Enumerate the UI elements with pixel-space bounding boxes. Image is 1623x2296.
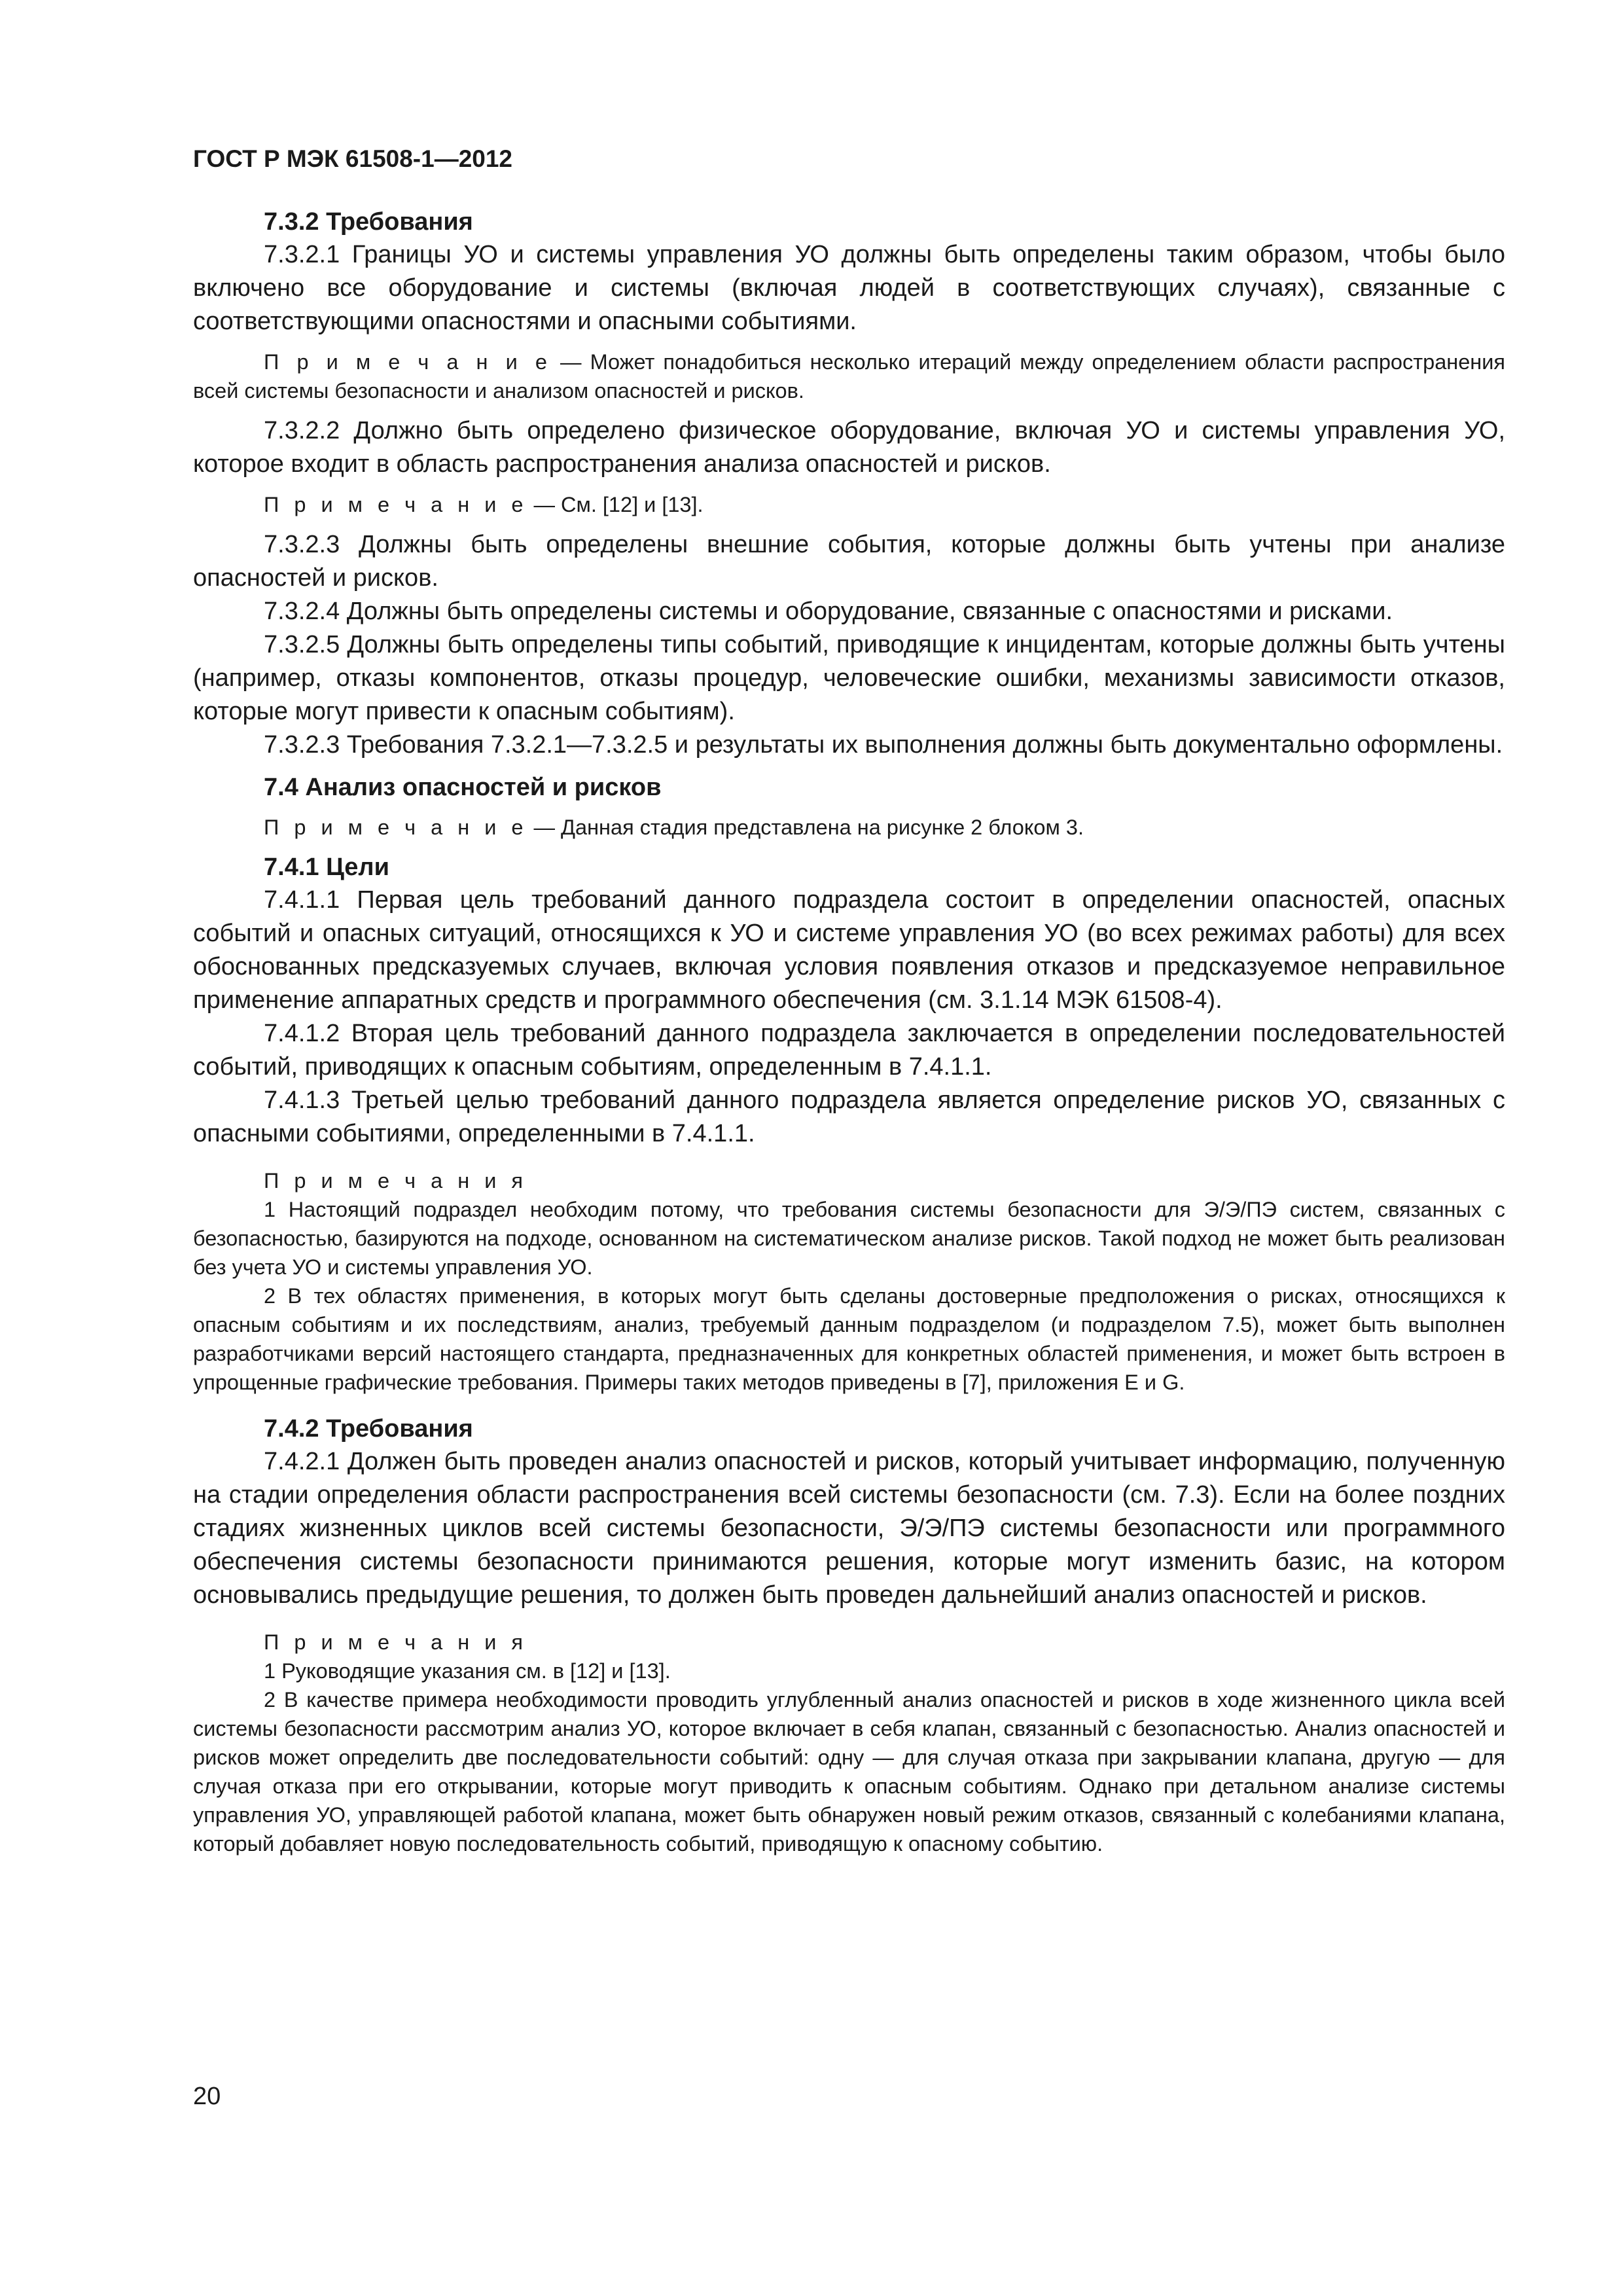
paragraph-7-3-2-3b: 7.3.2.3 Требования 7.3.2.1—7.3.2.5 и результаты их выполнения должны быть документально оформлены.	[264, 731, 1503, 759]
notes-label-7-4-1: П р и м е ч а н и я	[264, 1169, 527, 1193]
note-7-3-2-1	[193, 348, 1505, 405]
heading-7-4-2: 7.4.2 Требования	[264, 1415, 473, 1443]
note-label: П р и м е ч а н и е	[264, 816, 528, 839]
note-7-3-2-2	[193, 490, 1505, 519]
paragraph-7-4-2-1: 7.4.2.1 Должен быть проведен анализ опасностей и рисков, который учитывает информацию, полученную на стадии определения области распространения всей системы безопасности (см. 7.3). Если на более поздних стадиях жизненных циклов всей системы безопасности, Э/Э/ПЭ системы безопасности или программного обеспечения системы безопасности принимаются решения, которые могут изменить базис, на котором основывались предыдущие решения, то должен быть проведен дальнейший анализ опасностей и рисков.	[193, 1448, 1505, 1609]
note-7-4-1-2: 2 В тех областях применения, в которых могут быть сделаны достоверные предположения о рисках, относящихся к опасным событиям и их последствиям, анализ, требуемый данным подразделом (и подразделом 7.5), может быть выполнен разработчиками версий настоящего стандарта, предназначенных для конкретных областей применения, и может быть встроен в упрощенные графические требования. Примеры таких методов приведены в [7], приложения Е и G.	[193, 1284, 1505, 1394]
note-text: — Данная стадия представлена на рисунке 2 блоком 3.	[527, 816, 1084, 839]
note-label: П р и м е ч а н и е	[264, 350, 552, 374]
heading-7-4-1: 7.4.1 Цели	[264, 853, 389, 881]
note-label: П р и м е ч а н и е	[264, 493, 528, 516]
note-text: — Может понадобиться несколько итераций между определением области распространения всей системы безопасности и анализом опасностей и рисков.	[193, 350, 1505, 403]
heading-7-4: 7.4 Анализ опасностей и рисков	[264, 774, 662, 801]
document-page	[193, 144, 1505, 2206]
paragraph-7-3-2-2: 7.3.2.2 Должно быть определено физическое оборудование, включая УО и системы управления УО, которое входит в область распространения анализа опасностей и рисков.	[193, 417, 1505, 478]
heading-7-3-2: 7.3.2 Требования	[264, 208, 473, 236]
note-7-4-1-1: 1 Настоящий подраздел необходим потому, что требования системы безопасности для Э/Э/ПЭ систем, связанных с безопасностью, базируются на подходе, основанном на систематическом анализе рисков. Такой подход не может быть реализован без учета УО и системы управления УО.	[193, 1198, 1505, 1279]
note-text: — См. [12] и [13].	[527, 493, 704, 516]
paragraph-7-4-1-2: 7.4.1.2 Вторая цель требований данного подраздела заключается в определении последовательностей событий, приводящих к опасным событиям, определенным в 7.4.1.1.	[193, 1020, 1505, 1081]
notes-label-7-4-2: П р и м е ч а н и я	[264, 1630, 527, 1654]
note-7-4-2-2: 2 В качестве примера необходимости проводить углубленный анализ опасностей и рисков в ходе жизненного цикла всей системы безопасности рассмотрим анализ УО, которое включает в себя клапан, связанный с безопасностью. Анализ опасностей и рисков может определить две последовательности событий: одну — для случая отказа при закрывании клапана, другую — для случая отказа при его открывании, которые могут приводить к опасным событиям. Однако при детальном анализе системы управления УО, управляющей работой клапана, может быть обнаружен новый режим отказов, связанный с колебаниями клапана, который добавляет новую последовательность событий, приводящую к опасному событию.	[193, 1688, 1505, 1856]
paragraph-7-3-2-3: 7.3.2.3 Должны быть определены внешние события, которые должны быть учтены при анализе опасностей и рисков.	[193, 531, 1505, 592]
paragraph-7-3-2-5: 7.3.2.5 Должны быть определены типы событий, приводящие к инцидентам, которые должны быть учтены (например, отказы компонентов, отказы процедур, человеческие ошибки, механизмы зависимости отказов, которые могут привести к опасным событиям).	[193, 631, 1505, 725]
note-7-4-2-1: 1 Руководящие указания см. в [12] и [13].	[264, 1659, 671, 1683]
note-7-4	[193, 813, 1505, 842]
paragraph-7-3-2-1: 7.3.2.1 Границы УО и системы управления УО должны быть определены таким образом, чтобы было включено все оборудование и системы (включая людей в соответствующих случаях), связанные с соответствующими опасностями и опасными событиями.	[193, 241, 1505, 335]
paragraph-7-4-1-1: 7.4.1.1 Первая цель требований данного подраздела состоит в определении опасностей, опасных событий и опасных ситуаций, относящихся к УО и системе управления УО (во всех режимах работы) для всех обоснованных предсказуемых случаев, включая условия появления отказов и предсказуемое неправильное применение аппаратных средств и программного обеспечения (см. 3.1.14 МЭК 61508-4).	[193, 886, 1505, 1014]
page-number: 20	[193, 2083, 221, 2110]
paragraph-7-4-1-3: 7.4.1.3 Третьей целью требований данного подраздела является определение рисков УО, связанных с опасными событиями, определенными в 7.4.1.1.	[193, 1086, 1505, 1147]
paragraph-7-3-2-4: 7.3.2.4 Должны быть определены системы и оборудование, связанные с опасностями и рисками.	[264, 598, 1393, 625]
document-code: ГОСТ Р МЭК 61508-1—2012	[193, 145, 513, 172]
